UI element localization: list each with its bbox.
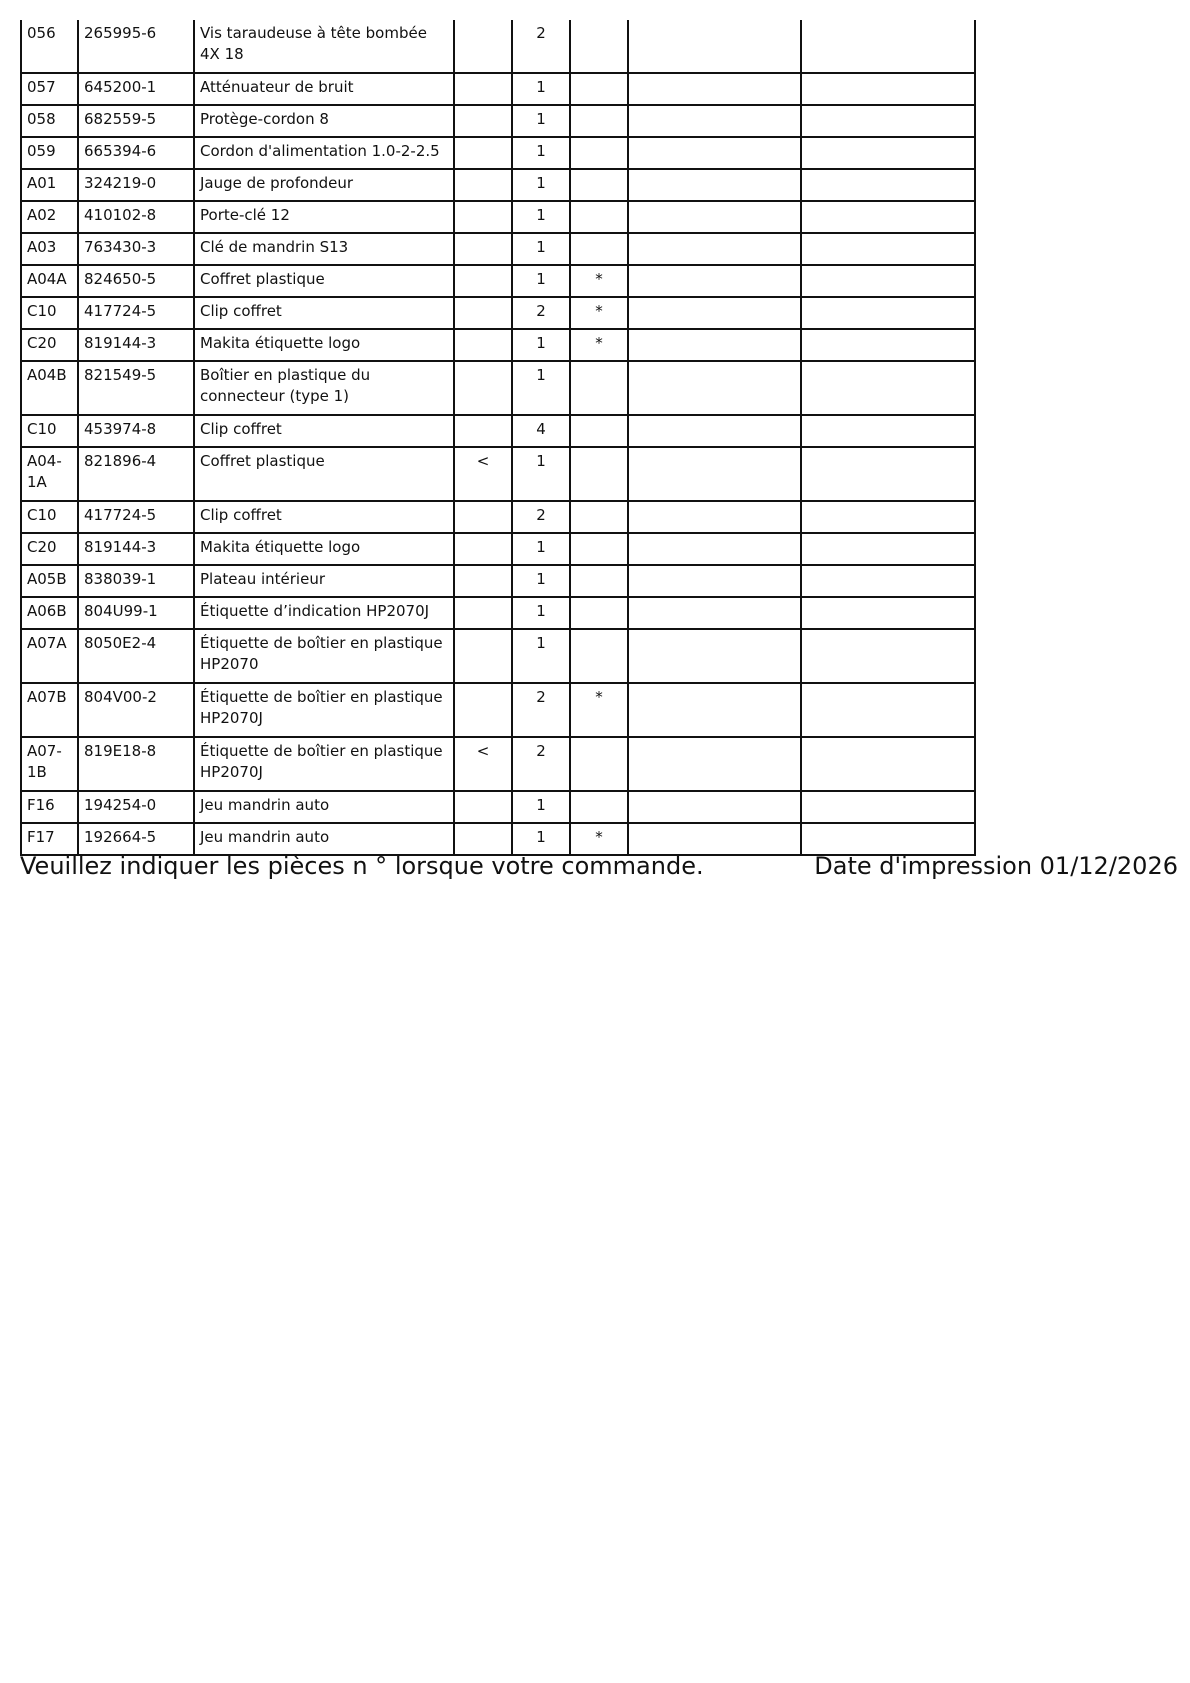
part-number-cell: 763430-3 (78, 233, 194, 265)
table-row (21, 169, 975, 201)
blank-cell (628, 169, 801, 201)
blank-cell (801, 105, 975, 137)
item-number-cell: A07B (21, 683, 78, 737)
quantity-cell: 4 (512, 415, 570, 447)
blank-cell (801, 565, 975, 597)
mark-cell (454, 791, 512, 823)
blank-cell (628, 329, 801, 361)
mark-cell (454, 415, 512, 447)
mark-cell (454, 629, 512, 683)
table-row (21, 533, 975, 565)
item-number-cell: A07A (21, 629, 78, 683)
quantity-cell: 2 (512, 737, 570, 791)
blank-cell (628, 233, 801, 265)
mark-cell (454, 265, 512, 297)
mark-cell (454, 201, 512, 233)
note-cell (570, 565, 628, 597)
part-number-cell: 8050E2-4 (78, 629, 194, 683)
item-number-cell: 057 (21, 73, 78, 105)
table-row (21, 683, 975, 737)
quantity-cell: 1 (512, 105, 570, 137)
description-cell: Clé de mandrin S13 (194, 233, 454, 265)
blank-cell (801, 297, 975, 329)
description-cell: Clip coffret (194, 415, 454, 447)
item-number-cell: A06B (21, 597, 78, 629)
table-row (21, 791, 975, 823)
mark-cell (454, 533, 512, 565)
table-row (21, 597, 975, 629)
blank-cell (801, 791, 975, 823)
item-number-cell: A04B (21, 361, 78, 415)
table-row (21, 297, 975, 329)
note-cell (570, 629, 628, 683)
part-number-cell: 324219-0 (78, 169, 194, 201)
note-cell: * (570, 329, 628, 361)
blank-cell (628, 297, 801, 329)
part-number-cell: 194254-0 (78, 791, 194, 823)
item-number-cell: A04-1A (21, 447, 78, 501)
table-row (21, 265, 975, 297)
description-cell: Plateau intérieur (194, 565, 454, 597)
item-number-cell: A05B (21, 565, 78, 597)
quantity-cell: 1 (512, 823, 570, 855)
mark-cell (454, 169, 512, 201)
blank-cell (628, 447, 801, 501)
item-number-cell: C10 (21, 501, 78, 533)
quantity-cell: 1 (512, 329, 570, 361)
quantity-cell: 1 (512, 447, 570, 501)
note-cell: * (570, 297, 628, 329)
item-number-cell: C20 (21, 329, 78, 361)
description-cell: Clip coffret (194, 501, 454, 533)
blank-cell (801, 169, 975, 201)
item-number-cell: A02 (21, 201, 78, 233)
blank-cell (801, 683, 975, 737)
description-cell: Coffret plastique (194, 265, 454, 297)
note-cell (570, 201, 628, 233)
description-cell: Coffret plastique (194, 447, 454, 501)
part-number-cell: 804V00-2 (78, 683, 194, 737)
mark-cell (454, 501, 512, 533)
note-cell (570, 73, 628, 105)
mark-cell (454, 597, 512, 629)
table-row (21, 137, 975, 169)
description-cell: Atténuateur de bruit (194, 73, 454, 105)
part-number-cell: 819144-3 (78, 533, 194, 565)
quantity-cell: 2 (512, 683, 570, 737)
quantity-cell: 1 (512, 597, 570, 629)
blank-cell (801, 415, 975, 447)
quantity-cell: 1 (512, 361, 570, 415)
description-cell: Étiquette d’indication HP2070J (194, 597, 454, 629)
parts-table (20, 20, 976, 856)
blank-cell (628, 105, 801, 137)
part-number-cell: 665394-6 (78, 137, 194, 169)
note-cell (570, 361, 628, 415)
blank-cell (801, 533, 975, 565)
note-cell (570, 447, 628, 501)
item-number-cell: 056 (21, 20, 78, 73)
item-number-cell: A04A (21, 265, 78, 297)
note-cell (570, 20, 628, 73)
mark-cell (454, 137, 512, 169)
item-number-cell: A03 (21, 233, 78, 265)
quantity-cell: 2 (512, 297, 570, 329)
description-cell: Jeu mandrin auto (194, 823, 454, 855)
part-number-cell: 819E18-8 (78, 737, 194, 791)
item-number-cell: 058 (21, 105, 78, 137)
item-number-cell: F17 (21, 823, 78, 855)
description-cell: Cordon d'alimentation 1.0-2-2.5 (194, 137, 454, 169)
note-cell: * (570, 823, 628, 855)
item-number-cell: 059 (21, 137, 78, 169)
note-cell (570, 233, 628, 265)
quantity-cell: 1 (512, 201, 570, 233)
part-number-cell: 804U99-1 (78, 597, 194, 629)
quantity-cell: 2 (512, 501, 570, 533)
note-cell: * (570, 265, 628, 297)
quantity-cell: 1 (512, 565, 570, 597)
blank-cell (801, 201, 975, 233)
description-cell: Jauge de profondeur (194, 169, 454, 201)
description-cell: Protège-cordon 8 (194, 105, 454, 137)
blank-cell (801, 265, 975, 297)
blank-cell (801, 233, 975, 265)
table-row (21, 565, 975, 597)
quantity-cell: 1 (512, 629, 570, 683)
blank-cell (628, 415, 801, 447)
blank-cell (628, 73, 801, 105)
mark-cell (454, 565, 512, 597)
blank-cell (801, 737, 975, 791)
table-row (21, 233, 975, 265)
quantity-cell: 1 (512, 169, 570, 201)
blank-cell (801, 629, 975, 683)
mark-cell: < (454, 737, 512, 791)
blank-cell (801, 73, 975, 105)
description-cell: Clip coffret (194, 297, 454, 329)
part-number-cell: 838039-1 (78, 565, 194, 597)
blank-cell (628, 265, 801, 297)
print-date: Date d'impression 01/12/2026 (814, 852, 1178, 880)
quantity-cell: 1 (512, 233, 570, 265)
table-row (21, 629, 975, 683)
mark-cell (454, 683, 512, 737)
blank-cell (628, 737, 801, 791)
table-row (21, 201, 975, 233)
description-cell: Jeu mandrin auto (194, 791, 454, 823)
description-cell: Étiquette de boîtier en plastique HP2070 (194, 629, 454, 683)
note-cell (570, 597, 628, 629)
item-number-cell: F16 (21, 791, 78, 823)
blank-cell (628, 683, 801, 737)
description-cell: Étiquette de boîtier en plastique HP2070J (194, 737, 454, 791)
blank-cell (801, 329, 975, 361)
order-instruction-note: Veuillez indiquer les pièces n ° lorsque votre commande. (20, 852, 704, 880)
note-cell (570, 105, 628, 137)
quantity-cell: 1 (512, 533, 570, 565)
note-cell: * (570, 683, 628, 737)
table-row (21, 501, 975, 533)
table-row (21, 415, 975, 447)
description-cell: Makita étiquette logo (194, 329, 454, 361)
blank-cell (628, 597, 801, 629)
table-row (21, 329, 975, 361)
blank-cell (628, 201, 801, 233)
item-number-cell: C10 (21, 415, 78, 447)
blank-cell (801, 501, 975, 533)
blank-cell (628, 533, 801, 565)
mark-cell (454, 20, 512, 73)
quantity-cell: 1 (512, 265, 570, 297)
table-row (21, 105, 975, 137)
note-cell (570, 169, 628, 201)
item-number-cell: C10 (21, 297, 78, 329)
quantity-cell: 1 (512, 73, 570, 105)
note-cell (570, 137, 628, 169)
part-number-cell: 192664-5 (78, 823, 194, 855)
note-cell (570, 791, 628, 823)
part-number-cell: 417724-5 (78, 501, 194, 533)
part-number-cell: 821896-4 (78, 447, 194, 501)
note-cell (570, 533, 628, 565)
description-cell: Boîtier en plastique du connecteur (type 1) (194, 361, 454, 415)
mark-cell (454, 329, 512, 361)
part-number-cell: 453974-8 (78, 415, 194, 447)
note-cell (570, 415, 628, 447)
blank-cell (628, 361, 801, 415)
blank-cell (801, 361, 975, 415)
part-number-cell: 645200-1 (78, 73, 194, 105)
part-number-cell: 265995-6 (78, 20, 194, 73)
part-number-cell: 417724-5 (78, 297, 194, 329)
parts-table-body (21, 20, 975, 855)
quantity-cell: 1 (512, 137, 570, 169)
blank-cell (628, 629, 801, 683)
blank-cell (628, 137, 801, 169)
blank-cell (801, 20, 975, 73)
item-number-cell: A01 (21, 169, 78, 201)
description-cell: Porte-clé 12 (194, 201, 454, 233)
item-number-cell: A07-1B (21, 737, 78, 791)
description-cell: Makita étiquette logo (194, 533, 454, 565)
note-cell (570, 501, 628, 533)
mark-cell (454, 297, 512, 329)
part-number-cell: 819144-3 (78, 329, 194, 361)
table-row (21, 361, 975, 415)
mark-cell (454, 73, 512, 105)
table-row (21, 73, 975, 105)
mark-cell (454, 233, 512, 265)
blank-cell (628, 565, 801, 597)
part-number-cell: 682559-5 (78, 105, 194, 137)
mark-cell (454, 105, 512, 137)
note-cell (570, 737, 628, 791)
mark-cell (454, 361, 512, 415)
quantity-cell: 2 (512, 20, 570, 73)
table-row (21, 447, 975, 501)
description-cell: Étiquette de boîtier en plastique HP2070J (194, 683, 454, 737)
table-row (21, 20, 975, 73)
part-number-cell: 824650-5 (78, 265, 194, 297)
blank-cell (801, 597, 975, 629)
part-number-cell: 821549-5 (78, 361, 194, 415)
blank-cell (801, 137, 975, 169)
mark-cell: < (454, 447, 512, 501)
blank-cell (628, 791, 801, 823)
blank-cell (628, 20, 801, 73)
blank-cell (628, 501, 801, 533)
description-cell: Vis taraudeuse à tête bombée 4X 18 (194, 20, 454, 73)
part-number-cell: 410102-8 (78, 201, 194, 233)
blank-cell (801, 447, 975, 501)
quantity-cell: 1 (512, 791, 570, 823)
item-number-cell: C20 (21, 533, 78, 565)
table-row (21, 737, 975, 791)
